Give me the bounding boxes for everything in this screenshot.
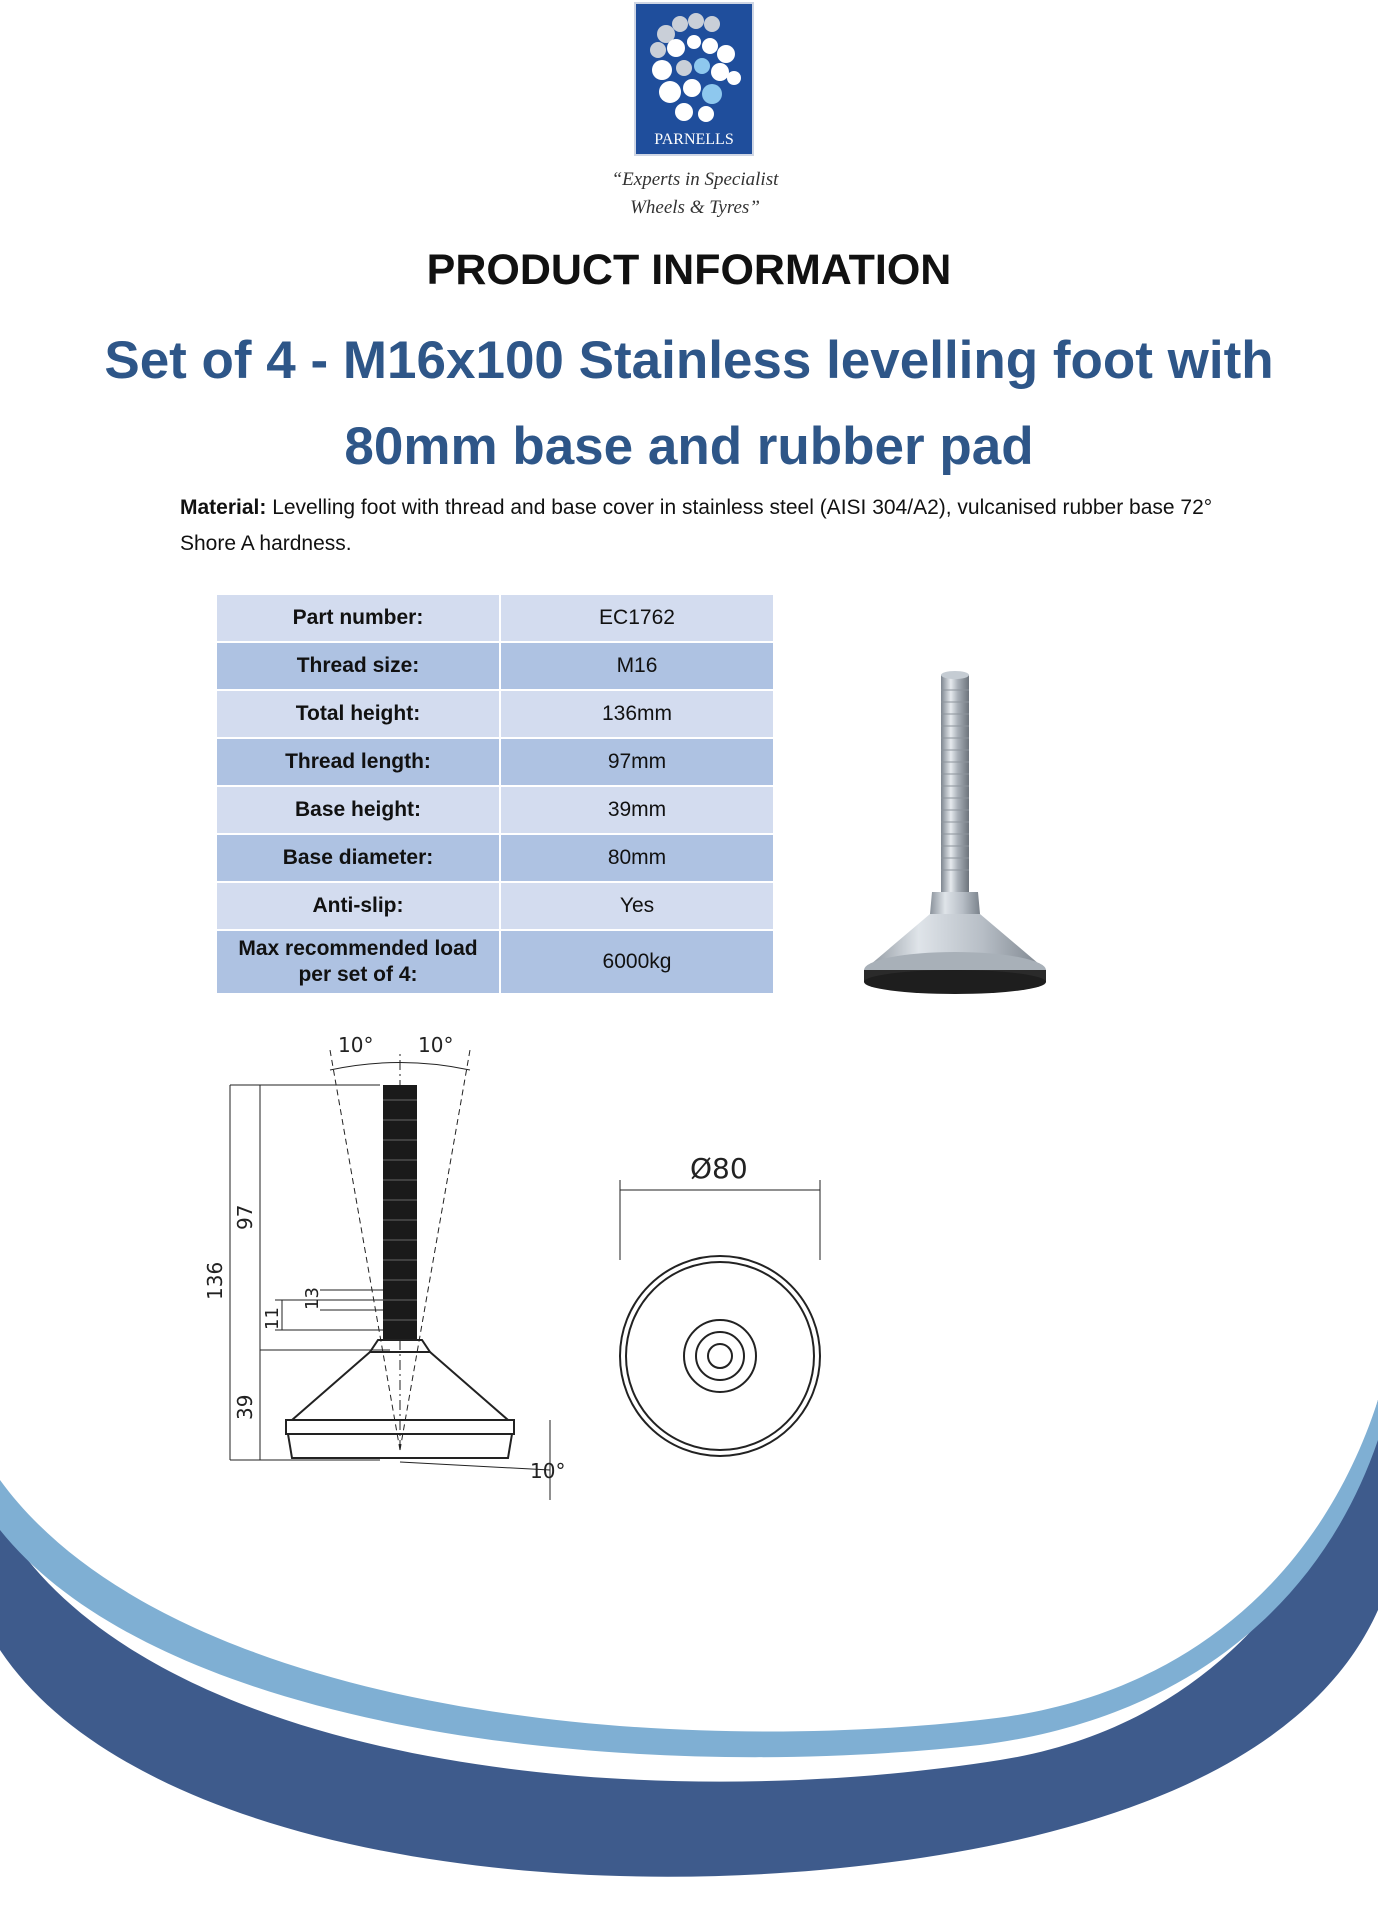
page-heading: PRODUCT INFORMATION xyxy=(426,246,952,294)
product-title: Set of 4 - M16x100 Stainless levelling foot with 80mm base and rubber pad xyxy=(104,331,1274,476)
diameter-label: Ø80 xyxy=(690,1152,748,1185)
table-row xyxy=(216,738,774,786)
logo-dots-icon xyxy=(636,8,752,128)
table-row xyxy=(216,834,774,882)
spec-label: Total height: xyxy=(216,690,500,738)
specs-table xyxy=(215,593,775,995)
dim-11-label: 11 xyxy=(262,1307,283,1330)
table-row xyxy=(216,594,774,642)
spec-label: Part number: xyxy=(216,594,500,642)
dim-thread-label: 97 xyxy=(233,1204,257,1230)
spec-value: 39mm xyxy=(500,786,774,834)
spec-value: 136mm xyxy=(500,690,774,738)
spec-label: Base diameter: xyxy=(216,834,500,882)
material-label: Material: xyxy=(180,496,267,519)
table-row xyxy=(216,882,774,930)
spec-value: Yes xyxy=(500,882,774,930)
spec-label: Thread length: xyxy=(216,738,500,786)
material-text: Levelling foot with thread and base cover in stainless steel (AISI 304/A2), vulcanised rubber base 72° Shore A hardness. xyxy=(180,496,1213,555)
spec-label: Anti-slip: xyxy=(216,882,500,930)
logo-brand: PARNELLS xyxy=(654,131,734,148)
spec-value: 80mm xyxy=(500,834,774,882)
spec-value: EC1762 xyxy=(500,594,774,642)
table-row xyxy=(216,690,774,738)
table-row xyxy=(216,930,774,994)
spec-value: 6000kg xyxy=(500,930,774,994)
logo-tagline: “Experts in Specialist Wheels & Tyres” xyxy=(611,169,779,218)
spec-label: Thread size: xyxy=(216,642,500,690)
spec-label: Max recommended load per set of 4: xyxy=(216,930,500,994)
footer-swoosh xyxy=(0,1400,1378,1920)
spec-value: M16 xyxy=(500,642,774,690)
dim-total-label: 136 xyxy=(203,1261,227,1300)
angle-base-label: 10° xyxy=(530,1459,566,1483)
angle-left-label: 10° xyxy=(338,1033,374,1057)
spec-label: Base height: xyxy=(216,786,500,834)
product-photo xyxy=(850,660,1070,1010)
material-description xyxy=(180,490,1260,562)
angle-right-label: 10° xyxy=(418,1033,454,1057)
dim-13-label: 13 xyxy=(302,1287,323,1310)
dim-base-label: 39 xyxy=(233,1394,257,1420)
table-row xyxy=(216,642,774,690)
spec-value: 97mm xyxy=(500,738,774,786)
table-row xyxy=(216,786,774,834)
company-logo xyxy=(636,4,752,154)
